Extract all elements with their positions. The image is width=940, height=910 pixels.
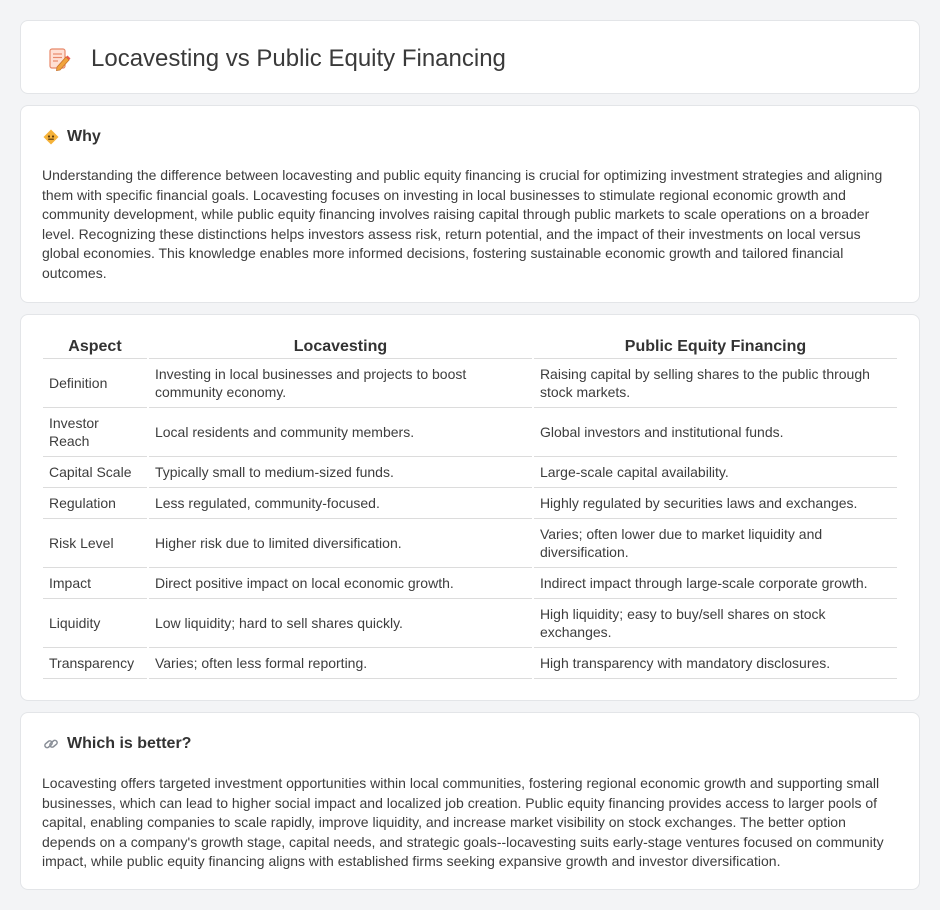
table-row xyxy=(43,599,897,648)
cell-public-equity: Large-scale capital availability. xyxy=(534,457,897,488)
cell-locavesting: Direct positive impact on local economic growth. xyxy=(149,568,532,599)
cell-aspect: Impact xyxy=(43,568,147,599)
cell-public-equity: Varies; often lower due to market liquidity and diversification. xyxy=(534,519,897,568)
cell-aspect: Capital Scale xyxy=(43,457,147,488)
diamond-icon xyxy=(43,129,59,145)
header-aspect: Aspect xyxy=(43,335,147,359)
cell-aspect: Transparency xyxy=(43,648,147,679)
why-heading: Why xyxy=(67,128,101,145)
cell-locavesting: Varies; often less formal reporting. xyxy=(149,648,532,679)
table-row xyxy=(43,457,897,488)
cell-public-equity: Raising capital by selling shares to the public through stock markets. xyxy=(534,359,897,408)
cell-locavesting: Local residents and community members. xyxy=(149,408,532,457)
cell-locavesting: Typically small to medium-sized funds. xyxy=(149,457,532,488)
table-row xyxy=(43,648,897,679)
table-header-row xyxy=(43,335,897,359)
table-row xyxy=(43,408,897,457)
better-heading: Which is better? xyxy=(67,735,192,752)
cell-locavesting: Investing in local businesses and projects to boost community economy. xyxy=(149,359,532,408)
cell-public-equity: High liquidity; easy to buy/sell shares on stock exchanges. xyxy=(534,599,897,648)
cell-aspect: Risk Level xyxy=(43,519,147,568)
cell-public-equity: Highly regulated by securities laws and exchanges. xyxy=(534,488,897,519)
header-locavesting: Locavesting xyxy=(149,335,532,359)
comparison-table xyxy=(41,335,899,679)
better-heading-row xyxy=(43,735,191,753)
title-card xyxy=(20,20,920,94)
title-row xyxy=(45,45,506,73)
table-row xyxy=(43,359,897,408)
table-row xyxy=(43,488,897,519)
table-row xyxy=(43,519,897,568)
cell-locavesting: Less regulated, community-focused. xyxy=(149,488,532,519)
cell-public-equity: Indirect impact through large-scale corporate growth. xyxy=(534,568,897,599)
why-card xyxy=(20,105,920,303)
cell-public-equity: High transparency with mandatory disclosures. xyxy=(534,648,897,679)
link-icon xyxy=(43,736,59,752)
which-better-card xyxy=(20,712,920,890)
better-body: Locavesting offers targeted investment opportunities within local communities, fostering regional economic growth and supporting small businesses, which can lead to higher social impact and localized job creation. Public equity financing provides access to larger pools of capital, enabling companies to scale rapidly, improve liquidity, and increase market visibility on stock exchanges. The better option depends on a company's growth stage, capital needs, and strategic goals--locavesting suits early-stage ventures focused on community impact, while public equity financing aligns with established firms seeking expansive growth and investor diversification. xyxy=(42,775,884,869)
comparison-card xyxy=(20,314,920,701)
cell-locavesting: Low liquidity; hard to sell shares quickly. xyxy=(149,599,532,648)
header-public-equity: Public Equity Financing xyxy=(534,335,897,359)
table-row xyxy=(43,568,897,599)
why-body: Understanding the difference between locavesting and public equity financing is crucial for optimizing investment strategies and aligning them with specific financial goals. Locavesting focuses on investing in local businesses to stimulate regional economic growth and community development, while public equity financing involves raising capital through public markets to scale operations on a broader level. Recognizing these distinctions helps investors assess risk, return potential, and the impact of their investments on local versus global economies. This knowledge enables more informed decisions, fostering sustainable economic growth and tailored financial outcomes. xyxy=(42,167,883,281)
document-pencil-icon xyxy=(45,45,73,73)
why-heading-row xyxy=(43,128,101,146)
cell-locavesting: Higher risk due to limited diversification. xyxy=(149,519,532,568)
cell-aspect: Liquidity xyxy=(43,599,147,648)
cell-public-equity: Global investors and institutional funds. xyxy=(534,408,897,457)
page-title: Locavesting vs Public Equity Financing xyxy=(91,45,506,72)
cell-aspect: Regulation xyxy=(43,488,147,519)
cell-aspect: Definition xyxy=(43,359,147,408)
cell-aspect: Investor Reach xyxy=(43,408,147,457)
